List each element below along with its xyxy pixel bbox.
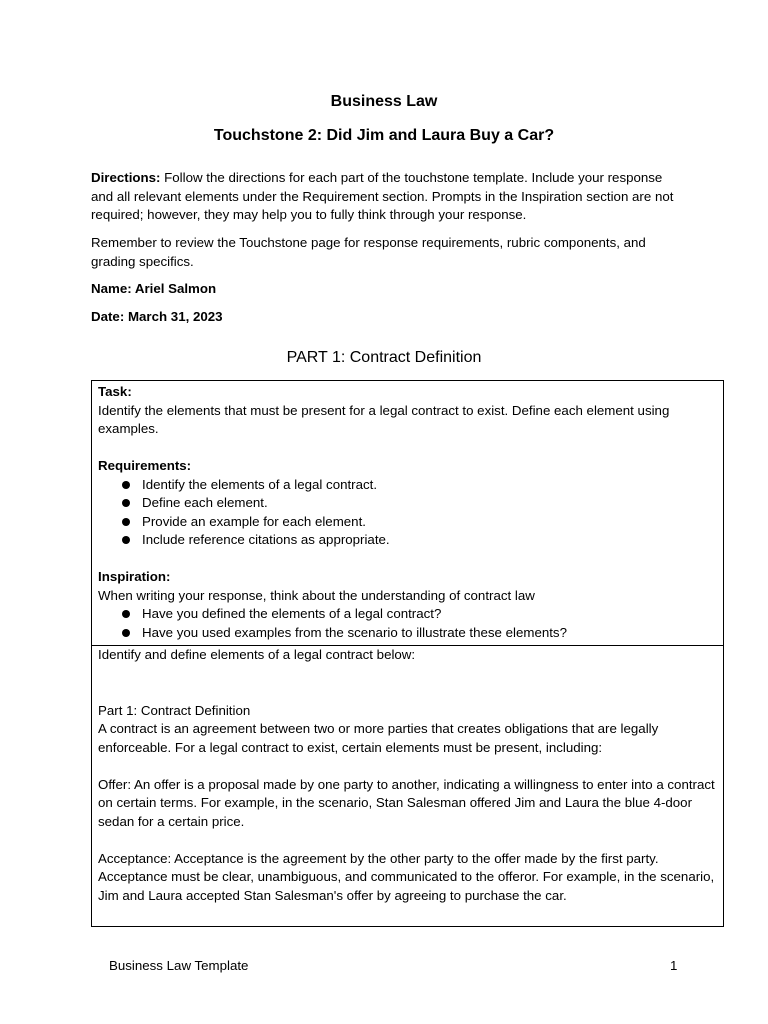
response-offer: Offer: An offer is a proposal made by one party to another, indicating a willingness to enter into a contract on certain terms. For example, in the scenario, Stan Salesman offered Jim and Laura the blue 4-door sedan for a certain price. — [98, 776, 715, 829]
inspiration-label: Inspiration: — [98, 569, 171, 584]
spacer — [98, 439, 717, 458]
spacer — [98, 683, 717, 702]
footer-page-number: 1 — [670, 958, 678, 973]
part-heading: PART 1: Contract Definition — [286, 349, 482, 366]
list-item: Provide an example for each element. — [142, 513, 717, 532]
document-title: Business Law — [330, 93, 438, 110]
spacer — [98, 757, 717, 776]
response-intro: A contract is an agreement between two or more parties that creates obligations that are legally enforceable. For a legal contract to exist, certain elements must be present, including: — [98, 721, 659, 755]
task-label: Task: — [98, 384, 132, 399]
inspiration-list — [98, 605, 717, 642]
reminder-paragraph: Remember to review the Touchstone page for response requirements, rubric components, and grading specifics. — [91, 235, 646, 269]
task-box — [91, 380, 724, 646]
student-name: Name: Ariel Salmon — [91, 281, 217, 296]
directions-label: Directions: — [91, 170, 161, 185]
list-item: Have you defined the elements of a legal contract? — [142, 605, 717, 624]
submission-date: Date: March 31, 2023 — [91, 309, 223, 324]
list-item: Define each element. — [142, 494, 717, 513]
requirements-list — [98, 476, 717, 550]
list-item: Include reference citations as appropriate. — [142, 531, 717, 550]
directions-text: Follow the directions for each part of the touchstone template. Include your response and all relevant elements under the Requirement section. Prompts in the Inspiration section are not required; however, they may help you to fully think through your response. — [91, 170, 674, 222]
directions-paragraph — [91, 169, 681, 225]
spacer — [98, 831, 717, 850]
response-prompt: Identify and define elements of a legal contract below: — [98, 647, 416, 662]
footer-template-name: Business Law Template — [109, 958, 249, 973]
task-text: Identify the elements that must be present for a legal contract to exist. Define each element using examples. — [98, 402, 670, 436]
requirements-label: Requirements: — [98, 458, 192, 473]
response-section-title: Part 1: Contract Definition — [98, 702, 251, 718]
list-item: Identify the elements of a legal contract. — [142, 476, 717, 495]
response-box[interactable] — [91, 645, 724, 927]
response-acceptance: Acceptance: Acceptance is the agreement by the other party to the offer made by the first party. Acceptance must be clear, unambiguous, and communicated to the offeror. For example, in the scenario, Jim and Laura accepted Stan Salesman's offer by agreeing to purchase the car. — [98, 850, 715, 903]
spacer — [98, 665, 717, 684]
inspiration-text: When writing your response, think about the understanding of contract law — [98, 587, 535, 603]
list-item: Have you used examples from the scenario to illustrate these elements? — [142, 624, 717, 643]
document-subtitle: Touchstone 2: Did Jim and Laura Buy a Car? — [213, 127, 555, 144]
spacer — [98, 550, 717, 569]
